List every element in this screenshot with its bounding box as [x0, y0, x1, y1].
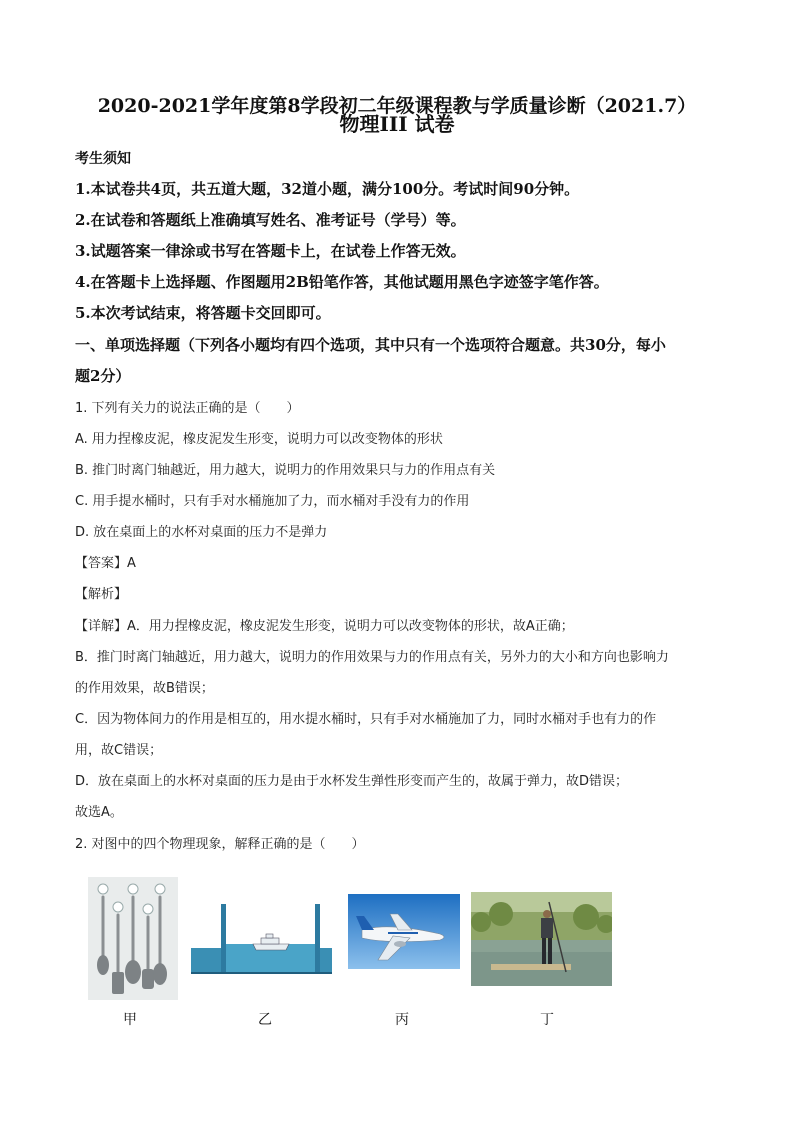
notice-item: 2.在试卷和答题纸上准确填写姓名、准考证号（学号）等。 — [75, 211, 466, 229]
detail-line: D．放在桌面上的水杯对桌面的压力是由于水杯发生弹性形变而产生的，故属于弹力，故D错误； — [75, 774, 629, 789]
caption-ding: 丁 — [540, 1012, 554, 1028]
detail-line: 的作用效果，故B错误； — [75, 681, 214, 696]
caption-jia: 甲 — [123, 1012, 137, 1028]
caption-bing: 丙 — [395, 1012, 409, 1028]
notice-heading: 考生须知 — [75, 151, 131, 167]
option-b: B. 推门时离门轴越近，用力越大，说明力的作用效果只与力的作用点有关 — [75, 463, 496, 478]
notice-item: 4.在答题卡上选择题、作图题用2B铅笔作答，其他试题用黑色字迹签字笔作答。 — [75, 273, 609, 291]
section-heading: 一、单项选择题（下列各小题均有四个选项，其中只有一个选项符合题意。共30分，每小 — [75, 336, 666, 354]
figure-bamboo-raft — [471, 892, 612, 986]
analysis-tag: 【解析】 — [75, 587, 128, 602]
detail-line: C．因为物体间力的作用是相互的，用水提水桶时，只有手对水桶施加了力，同时水桶对手也有力的作 — [75, 712, 657, 727]
figure-airplane — [348, 894, 460, 969]
option-d: D. 放在桌面上的水杯对桌面的压力不是弹力 — [75, 525, 328, 540]
section-heading-cont: 题2分） — [75, 367, 131, 385]
figure-utensils — [88, 877, 178, 1000]
option-c: C. 用手提水桶时，只有手对水桶施加了力，而水桶对手没有力的作用 — [75, 494, 470, 509]
exam-title: 2020-2021学年度第8学段初二年级课程教与学质量诊断（2021.7） — [97, 95, 697, 117]
detail-line: 故选A。 — [75, 805, 123, 820]
answer-tag: 【答案】A — [75, 556, 136, 571]
detail-line: 用，故C错误； — [75, 743, 163, 758]
detail-line: B．推门时离门轴越近，用力越大，说明力的作用效果与力的作用点有关，另外力的大小和方向也影响力 — [75, 650, 669, 665]
notice-item: 3.试题答案一律涂或书写在答题卡上，在试卷上作答无效。 — [75, 242, 466, 260]
exam-subtitle: 物理III 试卷 — [339, 112, 455, 136]
caption-yi: 乙 — [258, 1012, 272, 1028]
figure-ship-lock — [191, 904, 332, 974]
option-a: A. 用力捏橡皮泥，橡皮泥发生形变，说明力可以改变物体的形状 — [75, 432, 443, 447]
question-1-stem: 1. 下列有关力的说法正确的是（ ） — [75, 401, 300, 416]
question-2-stem: 2. 对图中的四个物理现象，解释正确的是（ ） — [75, 837, 365, 852]
notice-item: 1.本试卷共4页，共五道大题，32道小题，满分100分。考试时间90分钟。 — [75, 180, 580, 198]
notice-item: 5.本次考试结束，将答题卡交回即可。 — [75, 304, 331, 322]
detail-line: 【详解】A．用力捏橡皮泥，橡皮泥发生形变，说明力可以改变物体的形状，故A正确； — [75, 619, 574, 634]
